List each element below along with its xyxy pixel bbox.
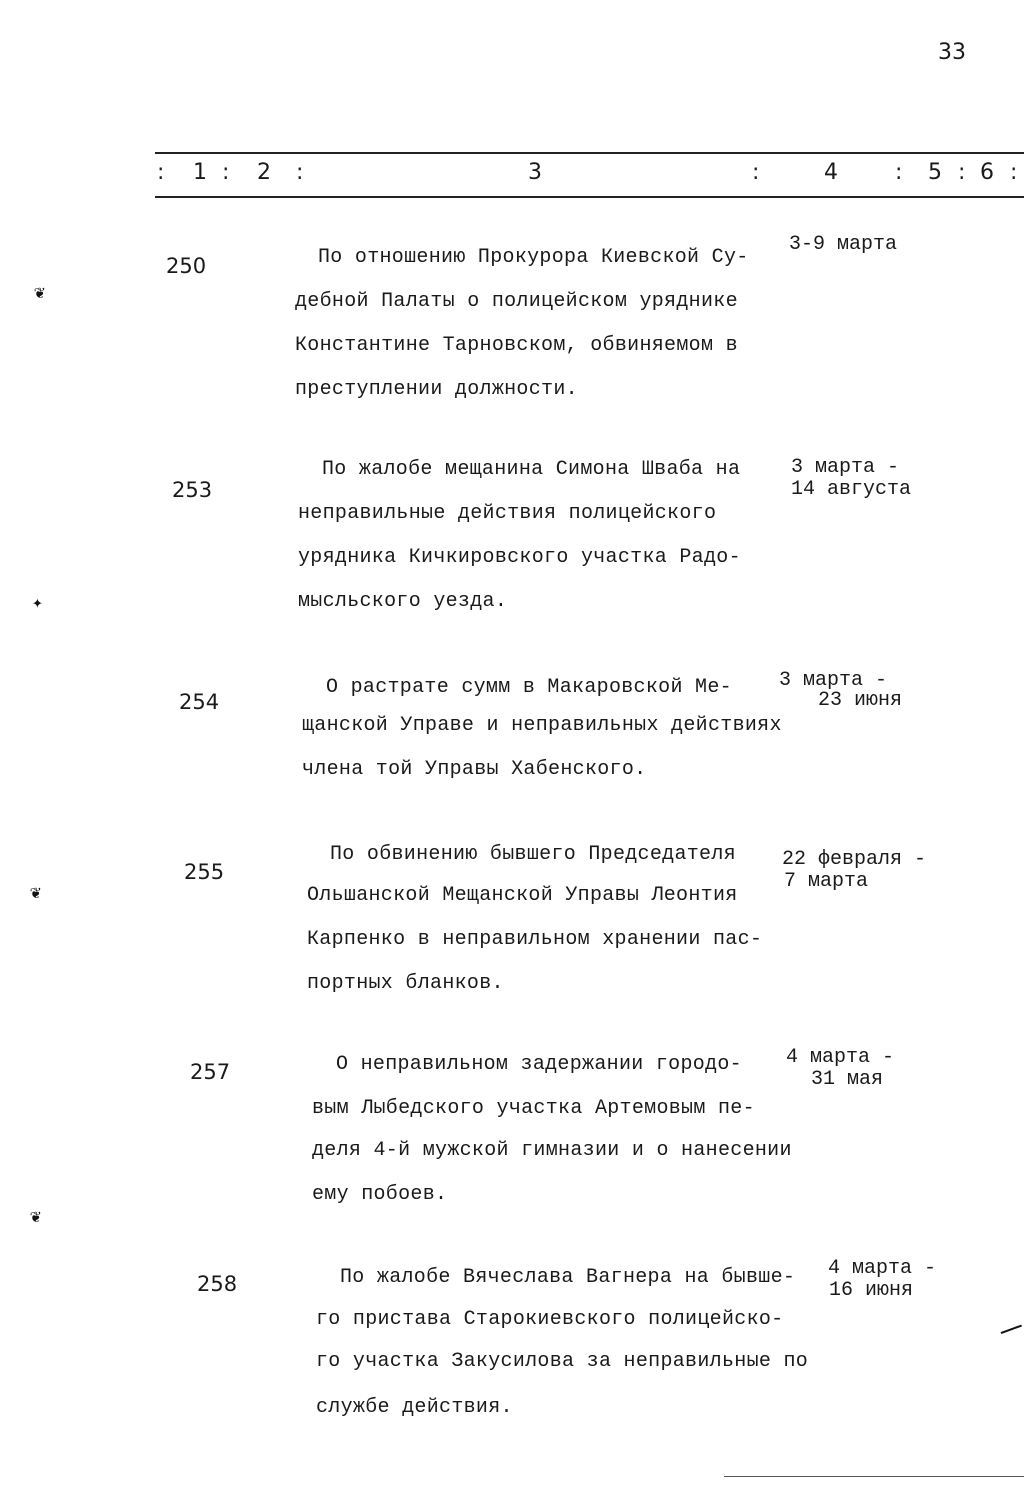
binding-mark-icon: ❦ (30, 1208, 41, 1228)
entry-date-start: 4 марта - (786, 1046, 895, 1069)
entry-date-end: 16 июня (829, 1279, 914, 1302)
pen-stroke (1001, 1325, 1024, 1344)
binding-mark-icon: ❦ (34, 284, 45, 304)
entry-text-line: Константине Тарновском, обвиняемом в (295, 334, 738, 357)
entry-text-line: щанской Управе и неправильных действиях (302, 714, 782, 737)
entry-text-line: неправильные действия полицейского (298, 502, 717, 525)
column-header-5: 5 (928, 160, 942, 185)
entry-text-line: По жалобе Вячеслава Вагнера на бывше- (340, 1266, 796, 1289)
entry-date-end: 23 июня (818, 689, 903, 712)
column-header-4: 4 (824, 160, 838, 185)
column-separator: : (752, 160, 760, 185)
binding-mark-icon: ❦ (30, 884, 41, 904)
column-header-3: 3 (528, 160, 542, 185)
entry-text-line: деля 4-й мужской гимназии и о нанесении (312, 1139, 792, 1162)
binding-mark-icon: ✦ (32, 594, 43, 614)
entry-date-end: 7 марта (784, 870, 869, 893)
entry-number: 254 (179, 690, 220, 714)
column-separator: : (157, 160, 165, 185)
column-separator: : (895, 160, 903, 185)
header-rule-top (155, 152, 1024, 154)
entry-number: 255 (184, 860, 225, 884)
entry-text-line: По отношению Прокурора Киевской Су- (318, 246, 749, 269)
entry-date-end: 14 августа (791, 478, 912, 501)
entry-text-line: По обвинению бывшего Председателя (330, 843, 736, 866)
entry-text-line: Карпенко в неправильном хранении пас- (307, 928, 763, 951)
footer-rule (724, 1476, 1024, 1477)
entry-date-start: 3-9 марта (789, 233, 898, 256)
entry-text-line: урядника Кичкировского участка Радо- (298, 546, 741, 569)
entry-text-line: По жалобе мещанина Симона Шваба на (322, 458, 741, 481)
entry-text-line: преступлении должности. (295, 378, 578, 401)
entry-number: 250 (166, 254, 207, 278)
column-header-1: 1 (193, 160, 207, 185)
column-separator: : (958, 160, 966, 185)
entry-text-line: службе действия. (316, 1396, 513, 1419)
entry-date-start: 3 марта - (791, 456, 900, 479)
entry-number: 253 (172, 478, 213, 502)
column-separator: : (296, 160, 304, 185)
entry-text-line: портных бланков. (307, 972, 504, 995)
entry-text-line: го участка Закусилова за неправильные по (316, 1350, 809, 1373)
header-rule-bottom (155, 196, 1024, 198)
entry-date-end: 31 мая (811, 1068, 884, 1091)
entry-number: 258 (197, 1272, 238, 1296)
entry-text-line: го пристава Старокиевского полицейско- (316, 1308, 784, 1331)
entry-text-line: О растрате сумм в Макаровской Ме- (326, 676, 732, 699)
entry-text-line: Ольшанской Мещанской Управы Леонтия (307, 884, 738, 907)
entry-text-line: О неправильном задержании городо- (336, 1053, 742, 1076)
entry-date-start: 4 марта - (828, 1257, 937, 1280)
entry-text-line: члена той Управы Хабенского. (302, 758, 647, 781)
entry-text-line: ему побоев. (312, 1183, 448, 1206)
entry-text-line: мысльского уезда. (298, 590, 508, 613)
column-header-2: 2 (257, 160, 271, 185)
entry-date-start: 22 февраля - (782, 848, 927, 871)
entry-number: 257 (190, 1060, 231, 1084)
column-separator: : (1010, 160, 1018, 185)
entry-text-line: дебной Палаты о полицейском уряднике (295, 290, 738, 313)
column-separator: : (222, 160, 230, 185)
entry-text-line: вым Лыбедского участка Артемовым пе- (312, 1097, 755, 1120)
column-header-6: 6 (980, 160, 994, 185)
entry-date-start: 3 марта - (779, 669, 888, 692)
page-number: 33 (938, 40, 966, 65)
